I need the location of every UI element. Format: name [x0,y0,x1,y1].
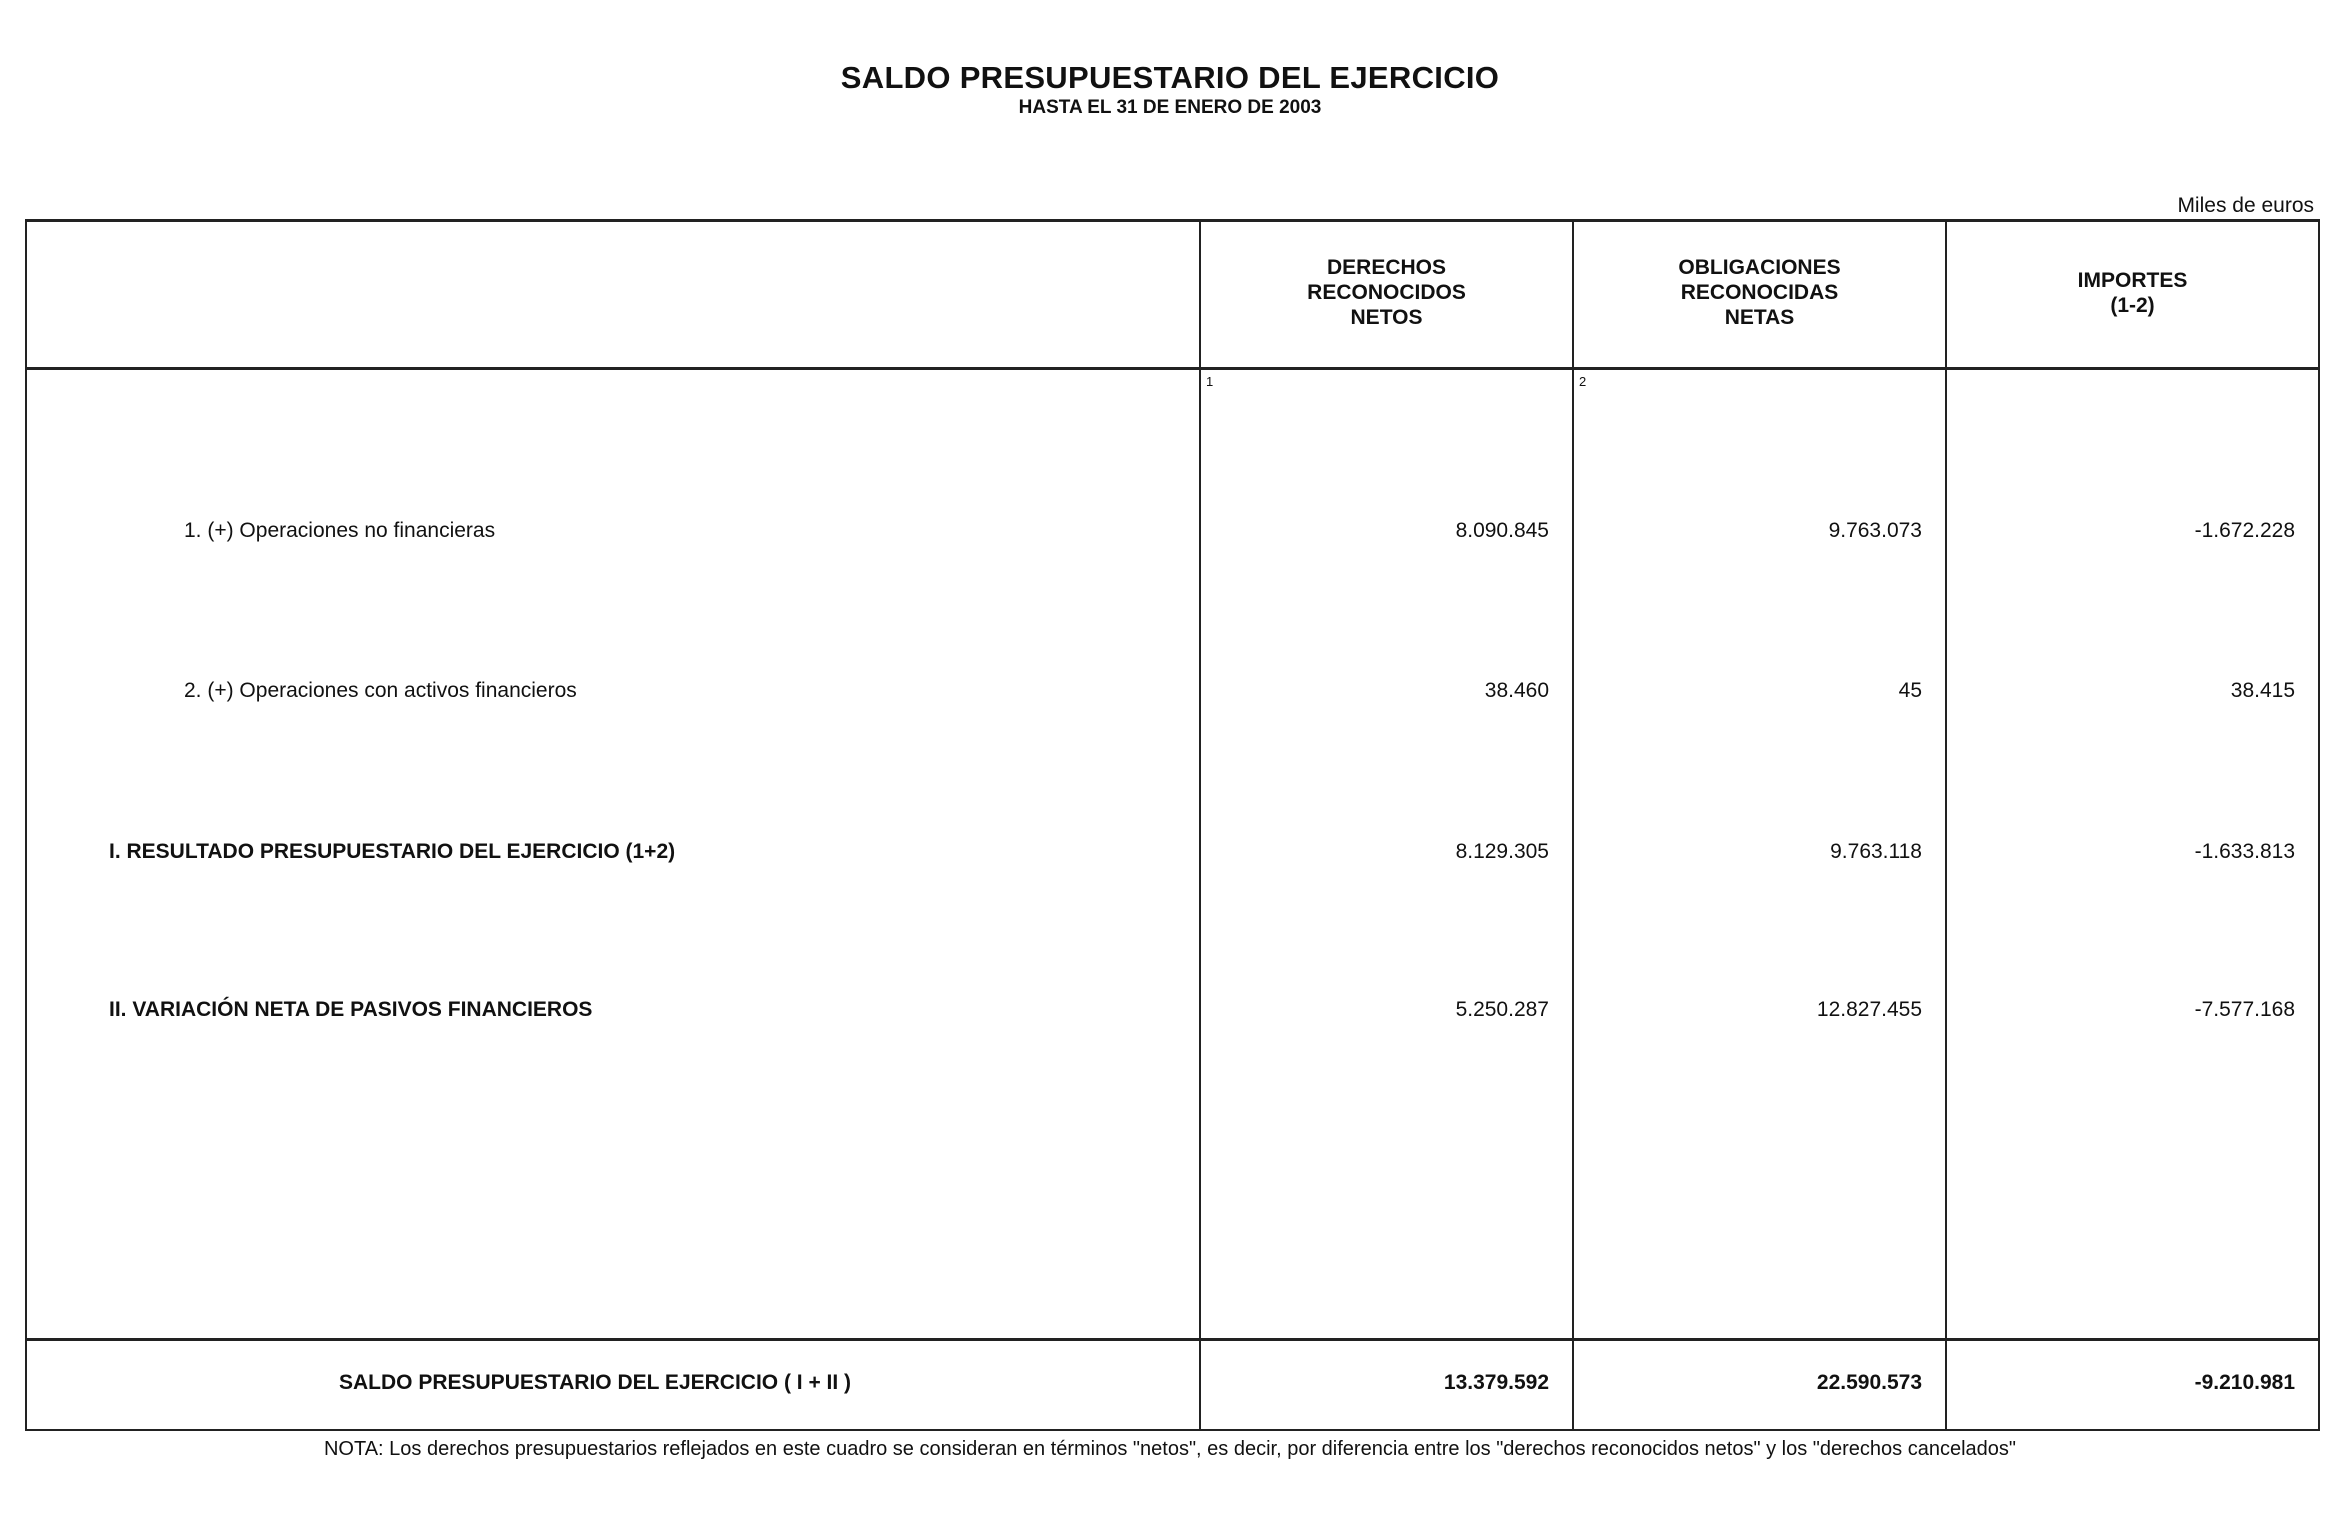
row-value: 12.827.455 [1816,998,1922,1021]
page-subtitle: HASTA EL 31 DE ENERO DE 2003 [1018,97,1322,118]
row-value: -1.672.228 [2194,519,2295,542]
column-header-importes [1947,268,2318,318]
header-line: IMPORTES [2077,269,2188,292]
column-header-derechos [1201,255,1572,330]
row-value: 8.129.305 [1455,840,1549,863]
column-divider [1199,219,1201,1431]
row-value: 8.090.845 [1455,519,1549,542]
column-header-obligaciones [1574,255,1945,330]
row-value: 5.250.287 [1455,998,1549,1021]
total-value: -9.210.981 [2194,1371,2295,1394]
column-number: 2 [1579,374,1587,389]
header-line: OBLIGACIONES [1678,256,1841,279]
total-divider [25,1338,2320,1341]
header-divider [25,367,2320,370]
budget-table [25,219,2320,1431]
header-line: NETOS [1350,306,1423,329]
header-line: DERECHOS [1326,256,1447,279]
row-label: 2. (+) Operaciones con activos financieros [184,679,577,702]
row-value: -7.577.168 [2194,998,2295,1021]
total-value: 13.379.592 [1443,1371,1549,1394]
row-label: 1. (+) Operaciones no financieras [184,519,496,542]
row-value: -1.633.813 [2194,840,2295,863]
row-value: 38.415 [2230,679,2295,702]
column-divider [1572,219,1574,1431]
row-label: I. RESULTADO PRESUPUESTARIO DEL EJERCICIO (1+2) [109,840,676,863]
header-line: RECONOCIDAS [1680,281,1839,304]
row-value: 38.460 [1484,679,1549,702]
row-value: 9.763.118 [1830,840,1922,863]
header-line: NETAS [1724,306,1795,329]
column-number: 1 [1206,374,1214,389]
row-label: II. VARIACIÓN NETA DE PASIVOS FINANCIEROS [109,998,593,1021]
footnote: NOTA: Los derechos presupuestarios reflejados en este cuadro se consideran en términos "netos", es decir, por diferencia entre los "derechos reconocidos netos" y los "derechos cancelados" [323,1438,2017,1460]
column-divider [1945,219,1947,1431]
row-value: 45 [1898,679,1922,702]
header-line: RECONOCIDOS [1307,281,1466,304]
total-value: 22.590.573 [1816,1371,1922,1394]
page-title: SALDO PRESUPUESTARIO DEL EJERCICIO [840,60,1500,95]
total-label: SALDO PRESUPUESTARIO DEL EJERCICIO ( I + II ) [339,1371,852,1394]
units-label: Miles de euros [2177,194,2314,217]
header-line: (1-2) [2110,294,2155,317]
row-value: 9.763.073 [1828,519,1922,542]
